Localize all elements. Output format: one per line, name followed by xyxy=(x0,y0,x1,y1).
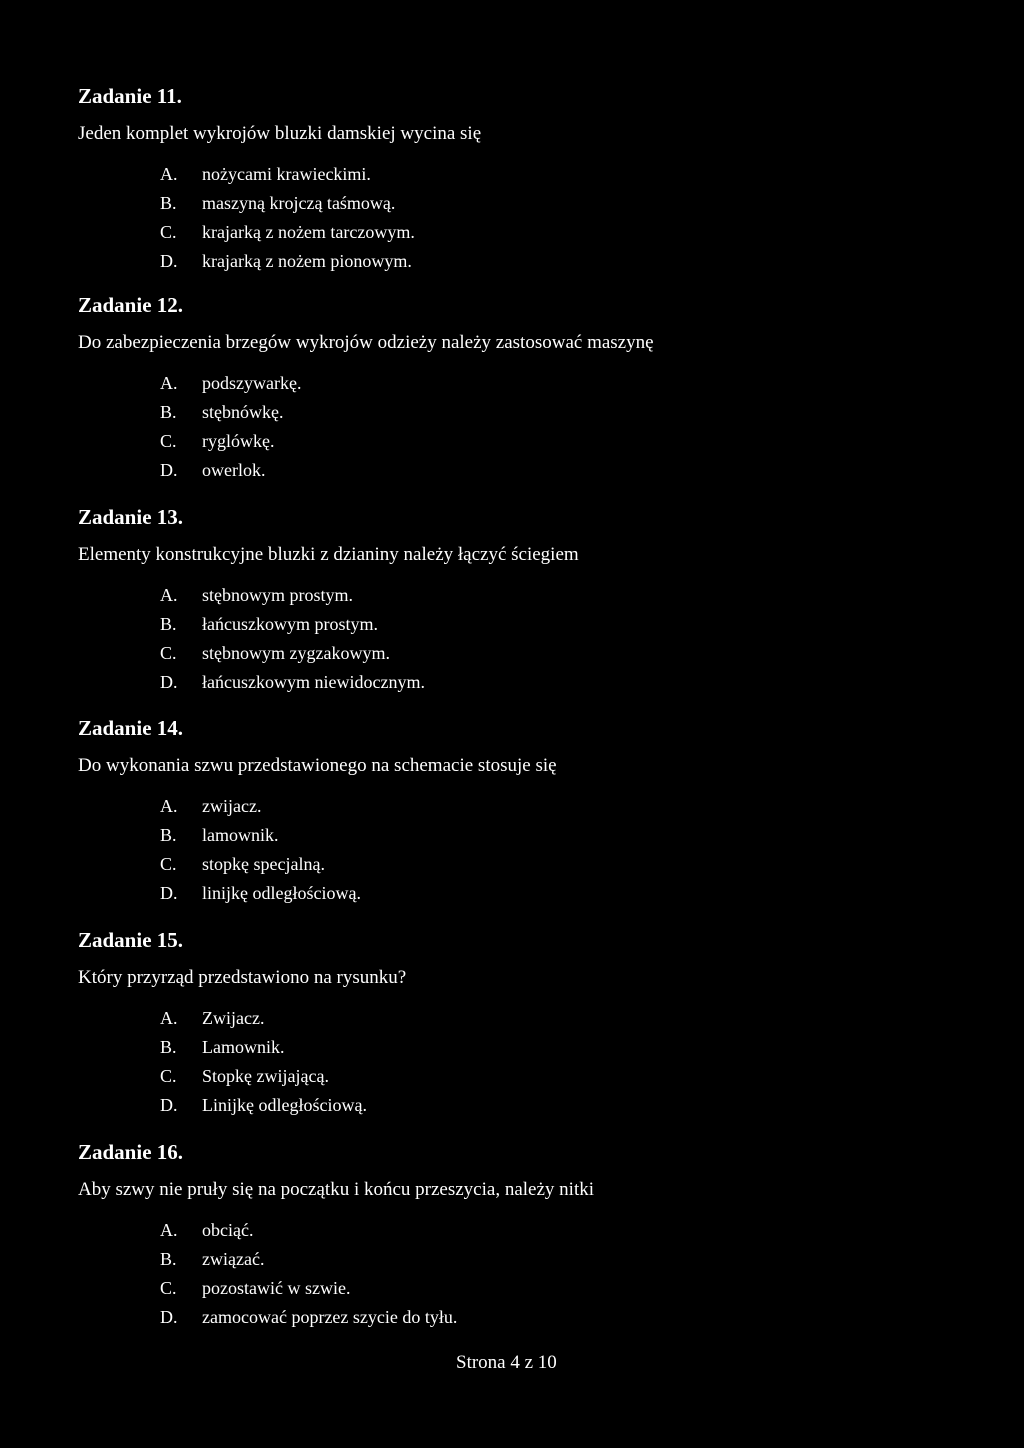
answer-text: nożycami krawieckimi. xyxy=(202,164,371,184)
answer-text: Stopkę zwijającą. xyxy=(202,1066,329,1086)
answer-text: maszyną krojczą taśmową. xyxy=(202,193,396,213)
answer-text: zamocować poprzez szycie do tyłu. xyxy=(202,1307,458,1327)
task-question: Do zabezpieczenia brzegów wykrojów odzieży należy zastosować maszynę xyxy=(78,332,654,353)
answer-letter: A. xyxy=(160,585,178,605)
task-title: Zadanie 12. xyxy=(78,293,184,317)
answer-letter: B. xyxy=(160,1249,177,1269)
answer-letter: D. xyxy=(160,1307,178,1327)
answer-letter: B. xyxy=(160,614,177,634)
answer-text: Zwijacz. xyxy=(202,1008,265,1028)
answer-letter: C. xyxy=(160,222,177,242)
answer-text: łańcuszkowym prostym. xyxy=(202,614,378,634)
task-question: Jeden komplet wykrojów bluzki damskiej wycina się xyxy=(78,123,482,144)
answer-text: linijkę odległościową. xyxy=(202,883,361,903)
task-title: Zadanie 15. xyxy=(78,928,184,952)
answer-letter: D. xyxy=(160,672,178,692)
answer-text: związać. xyxy=(202,1249,265,1269)
answer-letter: D. xyxy=(160,883,178,903)
answer-text: stębnowym prostym. xyxy=(202,585,353,605)
answer-text: podszywarkę. xyxy=(202,373,302,393)
task-question: Do wykonania szwu przedstawionego na schemacie stosuje się xyxy=(78,755,557,776)
task-title: Zadanie 13. xyxy=(78,505,184,529)
task-title: Zadanie 16. xyxy=(78,1140,184,1164)
answer-letter: A. xyxy=(160,1008,178,1028)
answer-letter: C. xyxy=(160,431,177,451)
answer-text: stębnówkę. xyxy=(202,402,284,422)
answer-letter: A. xyxy=(160,373,178,393)
answer-text: stębnowym zygzakowym. xyxy=(202,643,390,663)
task-question: Elementy konstrukcyjne bluzki z dzianiny należy łączyć ściegiem xyxy=(78,544,579,565)
answer-letter: C. xyxy=(160,854,177,874)
answer-text: Linijkę odległościową. xyxy=(202,1095,367,1115)
answer-text: stopkę specjalną. xyxy=(202,854,325,874)
task-question: Aby szwy nie pruły się na początku i końcu przeszycia, należy nitki xyxy=(78,1179,594,1200)
answer-letter: D. xyxy=(160,251,178,271)
answer-letter: B. xyxy=(160,1037,177,1057)
answer-text: Lamownik. xyxy=(202,1037,285,1057)
answer-text: zwijacz. xyxy=(202,796,262,816)
answer-letter: C. xyxy=(160,1278,177,1298)
answer-text: krajarką z nożem pionowym. xyxy=(202,251,412,271)
task-title: Zadanie 11. xyxy=(78,84,182,108)
answer-text: owerlok. xyxy=(202,460,266,480)
task-title: Zadanie 14. xyxy=(78,716,184,740)
answer-letter: B. xyxy=(160,402,177,422)
answer-letter: A. xyxy=(160,164,178,184)
answer-letter: D. xyxy=(160,1095,178,1115)
answer-letter: A. xyxy=(160,796,178,816)
answer-text: łańcuszkowym niewidocznym. xyxy=(202,672,425,692)
answer-text: krajarką z nożem tarczowym. xyxy=(202,222,415,242)
answer-letter: A. xyxy=(160,1220,178,1240)
task-question: Który przyrząd przedstawiono na rysunku? xyxy=(78,967,407,988)
answer-letter: C. xyxy=(160,1066,177,1086)
answer-text: pozostawić w szwie. xyxy=(202,1278,351,1298)
answer-text: ryglówkę. xyxy=(202,431,275,451)
answer-letter: D. xyxy=(160,460,178,480)
answer-text: lamownik. xyxy=(202,825,279,845)
answer-letter: C. xyxy=(160,643,177,663)
answer-letter: B. xyxy=(160,193,177,213)
page-number: Strona 4 z 10 xyxy=(456,1352,557,1373)
answer-letter: B. xyxy=(160,825,177,845)
answer-text: obciąć. xyxy=(202,1220,254,1240)
